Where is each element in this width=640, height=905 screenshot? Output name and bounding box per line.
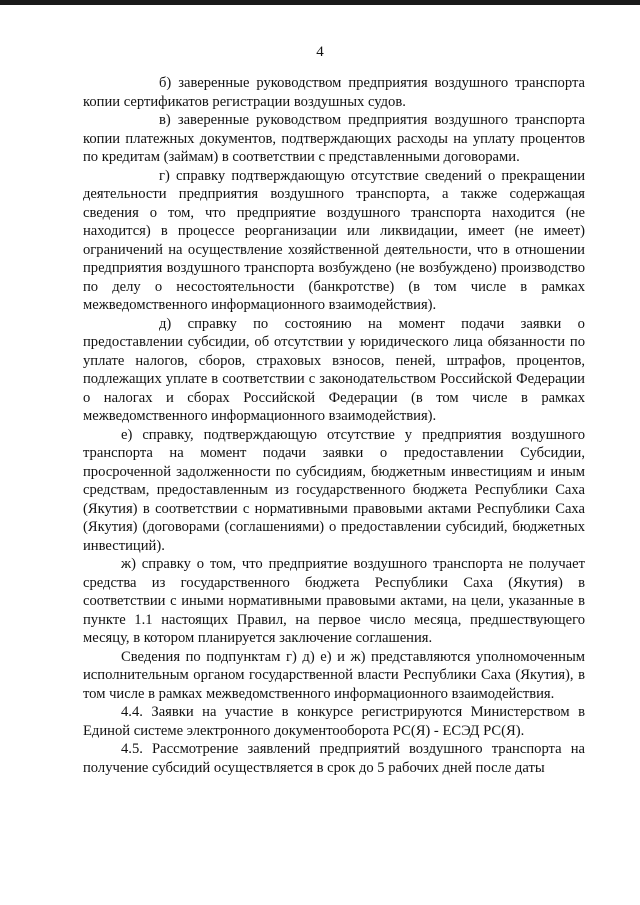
top-border-line <box>0 0 640 5</box>
paragraph-v <box>83 111 585 167</box>
paragraph-text: е) справку, подтверждающую отсутствие у предприятия воздушного транспорта на момент подачи заявки о предоставлении Субсидии, просроченной задолженности по субсидиям, бюджетным инвестициям и иным средствам, предоставленным из государственного бюджета Республики Саха (Якутия) в соответствии с нормативными правовыми актами Республики Саха (Якутия) (договорами (соглашениями) о предоставлении субсидий, бюджетных инвестиций). <box>83 426 585 554</box>
paragraph-text: Сведения по подпунктам г) д) е) и ж) представляются уполномоченным исполнительным органом государственной власти Республики Саха (Якутия), в том числе в рамках межведомственного информационного взаимодействия. <box>83 648 585 702</box>
paragraph-zh <box>83 555 585 648</box>
page-number: 4 <box>316 44 324 60</box>
paragraph-e <box>83 426 585 556</box>
paragraph-b <box>83 74 585 111</box>
paragraph-svedeniya <box>83 648 585 704</box>
document-body <box>83 74 585 777</box>
paragraph-4-4 <box>83 703 585 740</box>
paragraph-label: б) <box>159 75 172 91</box>
paragraph-text: 4.4. Заявки на участие в конкурсе регистрируются Министерством в Единой системе электронного документооборота РС(Я) - ЕСЭД РС(Я). <box>83 704 585 739</box>
paragraph-text: заверенные руководством предприятия воздушного транспорта копии сертификатов регистрации воздушных судов. <box>83 75 585 110</box>
paragraph-4-5 <box>83 740 585 777</box>
paragraph-label: д) <box>159 315 172 332</box>
paragraph-label: г) <box>159 167 170 184</box>
paragraph-text: ж) справку о том, что предприятие воздушного транспорта не получает средства из государственного бюджета Республики Саха (Якутия) в соответствии с иными нормативными правовыми актами, на цели, указанные в пункте 1.1 настоящих Правил, на первое число месяца, предшествующего месяцу, в котором планируется заключение соглашения. <box>83 556 585 646</box>
paragraph-text: 4.5. Рассмотрение заявлений предприятий воздушного транспорта на получение субсидий осуществляется в срок до 5 рабочих дней после даты <box>83 741 585 776</box>
paragraph-g <box>83 167 585 315</box>
paragraph-text: заверенные руководством предприятия воздушного транспорта копии платежных документов, подтверждающих расходы на уплату процентов по кредитам (займам) в соответствии с представленными договорами. <box>83 112 585 165</box>
paragraph-text: справку подтверждающую отсутствие сведений о прекращении деятельности предприятия воздушного транспорта, а также содержащая сведения о том, что предприятие воздушного транспорта находится (не находится) в процессе реорганизации или ликвидации, имеет (не имеет) ограничений на осуществление хозяйственной деятельности, что в отношении предприятия воздушного транспорта возбуждено (не возбуждено) производство по делу о несостоятельности (банкротстве) (в том числе в рамках межведомственного информационного взаимодействия). <box>83 167 585 313</box>
paragraph-text: справку по состоянию на момент подачи заявки о предоставлении субсидии, об отсутствии у юридического лица обязанности по уплате налогов, сборов, страховых взносов, пеней, штрафов, процентов, подлежащих уплате в соответствии с законодательством Российской Федерации о налогах и сборах Российской Федерации (в том числе в рамках межведомственного информационного взаимодействия). <box>83 315 585 424</box>
paragraph-label: в) <box>159 112 171 128</box>
paragraph-d <box>83 315 585 426</box>
